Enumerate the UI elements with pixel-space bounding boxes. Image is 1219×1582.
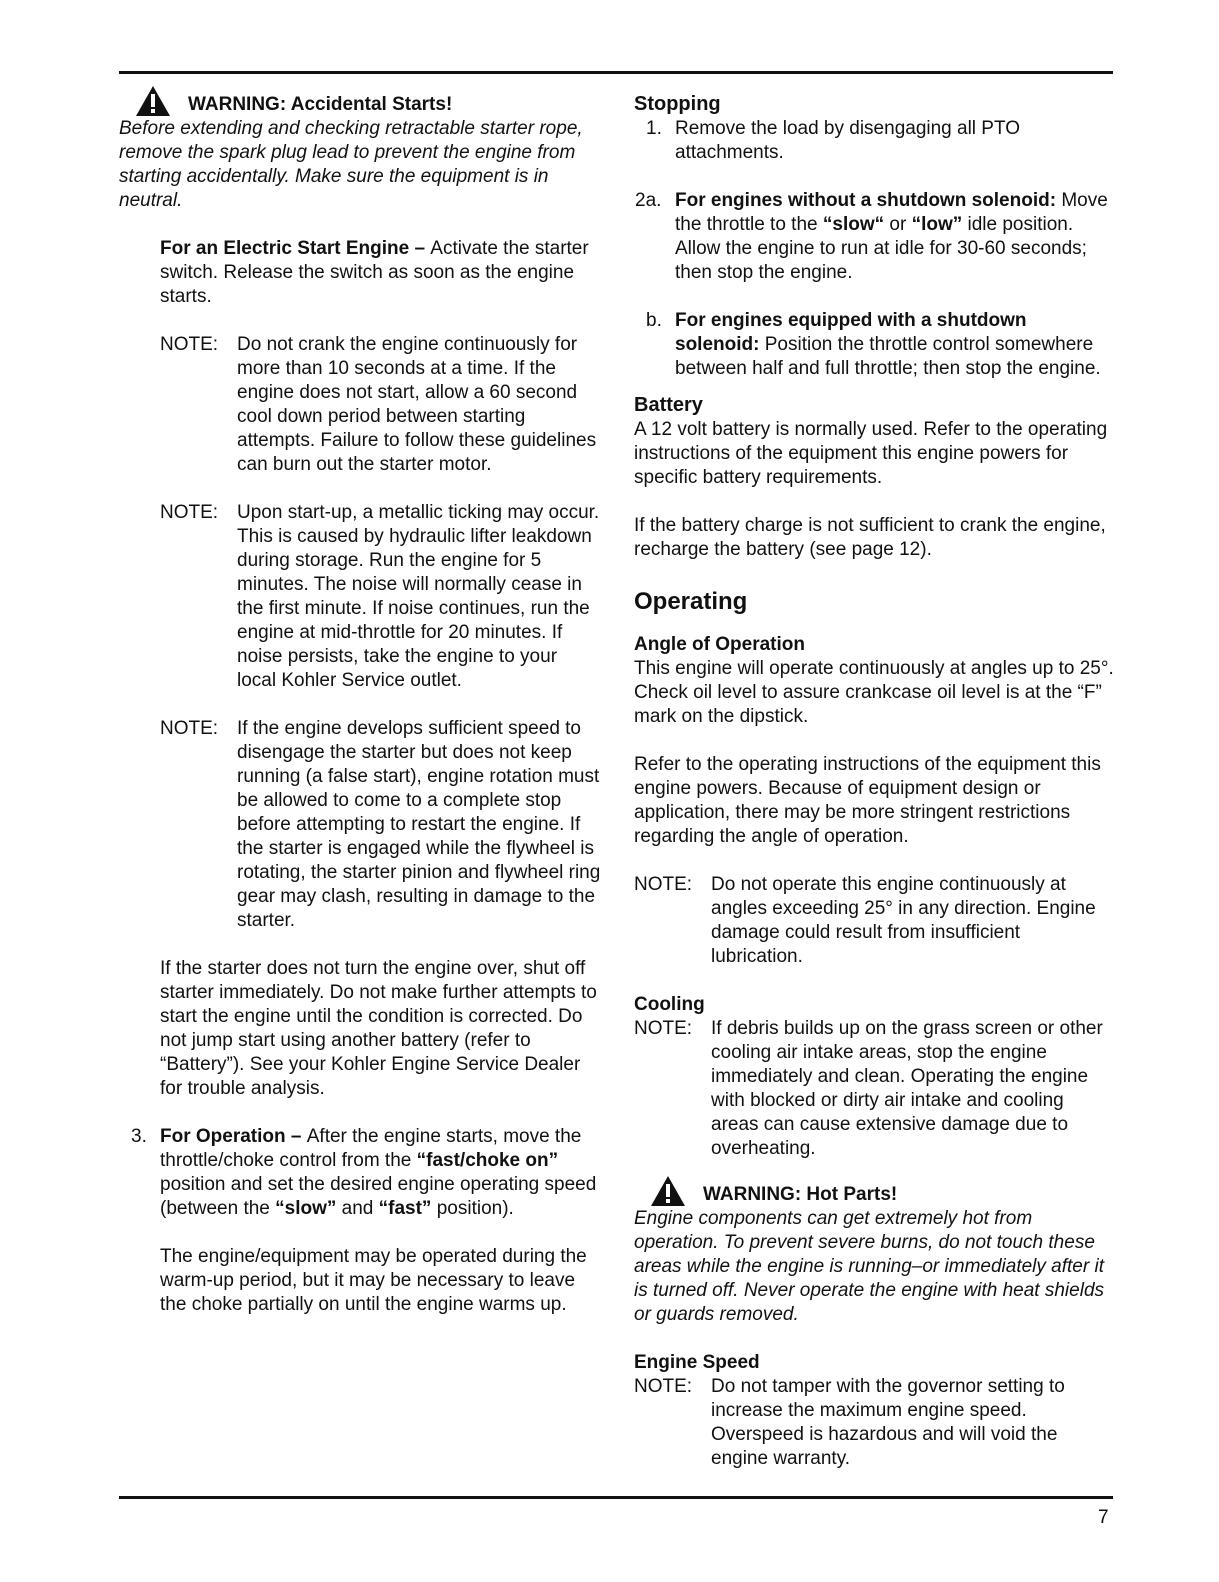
step-text: Remove the load by disengaging all PTO attachments.: [675, 118, 1021, 163]
note-label: NOTE:: [634, 874, 693, 895]
stopping-step-1: [634, 117, 1116, 165]
cooling-heading: Cooling: [634, 994, 705, 1015]
warning-label: WARNING: Accidental Starts!: [188, 94, 453, 115]
engine-speed-heading: Engine Speed: [634, 1352, 760, 1373]
note-label: NOTE:: [634, 1376, 693, 1397]
warning-text: Engine components can get extremely hot from operation. To prevent severe burns, do not touch these areas while the engine is running–or immediately after it is turned off. Never operate the engine with heat shields or guards removed.: [634, 1208, 1105, 1325]
warning-accidental-starts-heading: [119, 91, 601, 117]
electric-start-label: For an Electric Start Engine –: [160, 238, 431, 259]
note-text: If debris builds up on the grass screen or other cooling air intake areas, stop the engine immediately and clean. Operating the engine with blocked or dirty air intake and cooling areas can cause extensive damage due to overheating.: [711, 1018, 1103, 1159]
battery-heading: Battery: [634, 394, 703, 416]
note-crank: [160, 333, 601, 477]
note-text: Do not operate this engine continuously at angles exceeding 25° in any direction. Engine damage could result from insufficient lubrication.: [711, 874, 1096, 967]
note-ticking: [160, 501, 601, 693]
warning-label: WARNING: Hot Parts!: [703, 1184, 898, 1205]
cooling-note: [634, 1017, 1116, 1161]
note-label: NOTE:: [160, 334, 219, 355]
right-column: [634, 91, 1116, 1471]
electric-start-paragraph: [160, 237, 601, 309]
stopping-step-2b: [634, 309, 1116, 381]
warning-triangle-icon: [650, 1175, 686, 1207]
angle-heading: Angle of Operation: [634, 634, 805, 655]
engine-speed-note: [634, 1375, 1116, 1471]
note-label: NOTE:: [160, 718, 219, 739]
note-text: Do not crank the engine continuously for more than 10 seconds at a time. If the engine does not start, allow a 60 second cool down period between starting attempts. Failure to follow these guidelines can burn out the starter motor.: [237, 334, 597, 475]
electric-start-text: Activate the starter switch. Release the switch as soon as the engine starts.: [160, 238, 589, 307]
page-number: 7: [1098, 1507, 1109, 1528]
step-number: 3.: [131, 1126, 147, 1147]
angle-paragraph-2: Refer to the operating instructions of the equipment this engine powers. Because of equipment design or application, there may be more stringent restrictions regarding the angle of operation.: [634, 754, 1101, 847]
note-false-start: [160, 717, 601, 933]
step-number: 1.: [646, 118, 662, 139]
top-rule: [119, 71, 1113, 74]
left-column: [119, 91, 601, 1317]
battery-paragraph-2: If the battery charge is not sufficient to crank the engine, recharge the battery (see page 12).: [634, 515, 1106, 560]
battery-paragraph-1: A 12 volt battery is normally used. Refer to the operating instructions of the equipment this engine powers for specific battery requirements.: [634, 419, 1108, 488]
angle-paragraph-1: This engine will operate continuously at angles up to 25°. Check oil level to assure crankcase oil level is at the “F” mark on the dipstick.: [634, 658, 1114, 727]
bottom-rule: [119, 1496, 1113, 1499]
note-label: NOTE:: [160, 502, 219, 523]
note-label: NOTE:: [634, 1018, 693, 1039]
stopping-heading: Stopping: [634, 93, 721, 115]
step-number: b.: [646, 310, 662, 331]
note-text: Upon start-up, a metallic ticking may occur. This is caused by hydraulic lifter leakdown during storage. Run the engine for 5 minutes. The noise will normally cease in the first minute. If noise continues, run the engine at mid-throttle for 20 minutes. If noise persists, take the engine to your local Kohler Service outlet.: [237, 502, 600, 691]
warning-text: Before extending and checking retractable starter rope, remove the spark plug lead to prevent the engine from starting accidentally. Make sure the equipment is in neutral.: [119, 118, 583, 211]
step-number: 2a.: [635, 190, 662, 211]
note-text: Do not tamper with the governor setting to increase the maximum engine speed. Overspeed is hazardous and will void the engine warranty.: [711, 1376, 1065, 1469]
warmup-paragraph: The engine/equipment may be operated during the warm-up period, but it may be necessary to leave the choke partially on until the engine warms up.: [160, 1246, 587, 1315]
warning-triangle-icon: [135, 85, 171, 117]
stopping-step-2a: [634, 189, 1116, 285]
angle-note: [634, 873, 1116, 969]
step-text: For engines equipped with a shutdown solenoid: Position the throttle control somewhere between half and full throttle; then stop the engine.: [675, 310, 1101, 379]
step-text: For engines without a shutdown solenoid: Move the throttle to the “slow“ or “low” idle position. Allow the engine to run at idle for 30-60 seconds; then stop the engine.: [675, 190, 1108, 283]
step-3: [119, 1125, 601, 1221]
operating-heading: Operating: [634, 588, 748, 615]
warning-hot-parts-heading: [634, 1181, 1116, 1207]
starter-paragraph: If the starter does not turn the engine over, shut off starter immediately. Do not make further attempts to start the engine until the condition is corrected. Do not jump start using another battery (refer to “Battery”). See your Kohler Engine Service Dealer for trouble analysis.: [160, 958, 597, 1099]
note-text: If the engine develops sufficient speed to disengage the starter but does not keep running (a false start), engine rotation must be allowed to come to a complete stop before attempting to restart the engine. If the starter is engaged while the flywheel is rotating, the starter pinion and flywheel ring gear may clash, resulting in damage to the starter.: [237, 718, 601, 931]
step-text: For Operation – After the engine starts, move the throttle/choke control from the “fast/choke on” position and set the desired engine operating speed (between the “slow” and “fast” position).: [160, 1126, 597, 1219]
